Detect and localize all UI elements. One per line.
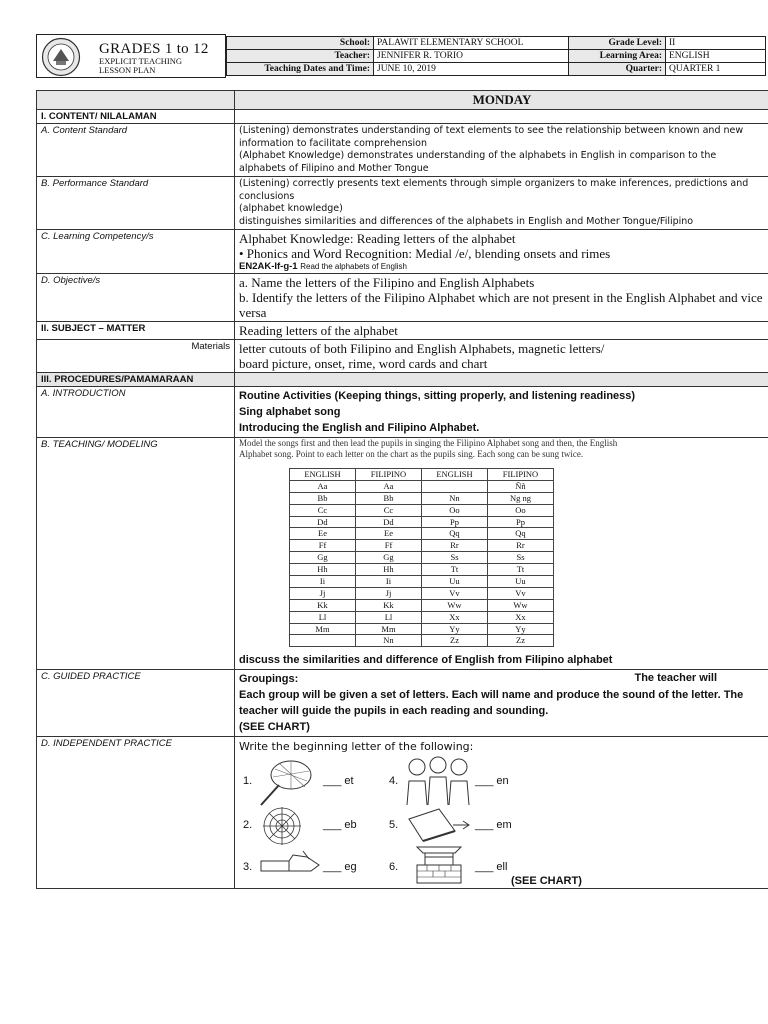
alphabet-cell: Ee (356, 528, 422, 540)
worksheet-item: 4. (389, 775, 399, 788)
alphabet-cell: Mm (356, 623, 422, 635)
teaching-after: discuss the similarities and difference of English from Filipino alphabet (239, 654, 613, 667)
alphabet-row (290, 599, 554, 611)
alphabet-row (290, 587, 554, 599)
alphabet-table-body (290, 480, 554, 646)
alphabet-cell: Zz (422, 635, 488, 647)
alphabet-cell: Nn (422, 492, 488, 504)
alphabet-cell: Ww (488, 599, 554, 611)
alphabet-cell: Ii (356, 576, 422, 588)
alphabet-cell: Tt (422, 564, 488, 576)
procedures-heading: III. PROCEDURES/PAMAMARAAN (37, 373, 235, 387)
materials-label: Materials (37, 340, 235, 373)
alphabet-cell: Vv (422, 587, 488, 599)
alphabet-row (290, 504, 554, 516)
alphabet-cell: Ee (290, 528, 356, 540)
subtitle-lesson-plan: LESSON PLAN (99, 65, 156, 75)
alphabet-row (290, 540, 554, 552)
materials: letter cutouts of both Filipino and English Alphabets, magnetic letters/ board picture, onset, rime, word cards and chart (235, 340, 768, 373)
teacher-value: JENNIFER R. TORIO (374, 50, 569, 63)
alphabet-cell: Ll (290, 611, 356, 623)
guided-label: C. GUIDED PRACTICE (37, 670, 235, 737)
alphabet-cell: Ff (356, 540, 422, 552)
independent-instruction: Write the beginning letter of the following: (239, 740, 474, 754)
alphabet-row (290, 480, 554, 492)
alphabet-cell: Pp (422, 516, 488, 528)
alphabet-row (290, 635, 554, 647)
alphabet-cell: Qq (488, 528, 554, 540)
alphabet-cell: Bb (356, 492, 422, 504)
area-label: Learning Area: (569, 50, 666, 63)
quarter-label: Quarter: (569, 63, 666, 76)
performance-standard: (Listening) correctly presents text elements through simple organizers to make inferences, predictions and conclusions (alphabet knowledge) distinguishes similarities and differences of the alphabets in English and Mother Tongue/Filipino (235, 177, 768, 230)
competency-code: EN2AK-If-g-1 (239, 261, 298, 272)
independent-practice (235, 737, 768, 889)
content-heading: I. CONTENT/ NILALAMAN (37, 110, 235, 124)
worksheet-blank: ___ eb (323, 819, 357, 832)
guided-practice: Groupings: Each group will be given a set of letters. Each will name and produce the sound of the letter. The teacher will guide the pupils in each reading and sounding. (SEE CHART) (235, 670, 768, 737)
grades-title: GRADES 1 to 12 (99, 41, 209, 57)
web-icon (261, 805, 303, 847)
alphabet-cell: Rr (488, 540, 554, 552)
men-icon (403, 755, 473, 807)
alpha-header: FILIPINO (488, 469, 554, 481)
worksheet-blank: ___ et (323, 775, 354, 788)
lesson-plan-table (36, 90, 768, 889)
introduction: Routine Activities (Keeping things, sitting properly, and listening readiness) Sing alphabet song Introducing the English and Filipino Alphabet. (235, 387, 768, 438)
alphabet-cell (422, 480, 488, 492)
alphabet-cell: Hh (356, 564, 422, 576)
alphabet-cell: Oo (422, 504, 488, 516)
worksheet-item: 6. (389, 861, 399, 874)
independent-see-chart: (SEE CHART) (511, 875, 582, 888)
alphabet-cell: Jj (356, 587, 422, 599)
deped-seal-icon (41, 37, 81, 77)
worksheet-item: 1. (243, 775, 253, 788)
objectives: a. Name the letters of the Filipino and English Alphabets b. Identify the letters of the Filipino Alphabet which are not present in the English Alphabet and vice versa (235, 274, 768, 322)
day-header: MONDAY (235, 91, 768, 110)
grade-label: Grade Level: (569, 37, 666, 50)
alphabet-cell: Ng ng (488, 492, 554, 504)
alphabet-table (289, 468, 554, 647)
alphabet-cell: Vv (488, 587, 554, 599)
content-standard: (Listening) demonstrates understanding of text elements to see the relationship between known and new information to facilitate comprehension (Alphabet Knowledge) demonstrates understanding of the alphabets in English in comparison to the alphabets of Filipino and Mother Tongue (235, 124, 768, 177)
alpha-header: ENGLISH (422, 469, 488, 481)
alphabet-cell: Mm (290, 623, 356, 635)
alphabet-cell: Qq (422, 528, 488, 540)
alphabet-cell: Dd (290, 516, 356, 528)
performance-standard-label: B. Performance Standard (37, 177, 235, 230)
alphabet-cell: Uu (488, 576, 554, 588)
alphabet-cell: Nn (356, 635, 422, 647)
worksheet-blank: ___ em (475, 819, 512, 832)
teacher-will-text: The teacher will (634, 672, 717, 684)
alphabet-row (290, 516, 554, 528)
alphabet-cell: Tt (488, 564, 554, 576)
alphabet-cell: Kk (290, 599, 356, 611)
teaching-modeling (235, 438, 768, 684)
alphabet-cell: Ww (422, 599, 488, 611)
well-icon (409, 843, 469, 885)
competency-code-note: Read the alphabets of English (300, 262, 407, 271)
area-value: ENGLISH (666, 50, 766, 63)
alphabet-cell: Xx (422, 611, 488, 623)
content-standard-label: A. Content Standard (37, 124, 235, 177)
intro-label: A. INTRODUCTION (37, 387, 235, 438)
alphabet-row (290, 576, 554, 588)
teaching-label: B. TEACHING/ MODELING (37, 438, 235, 670)
alphabet-cell: Ii (290, 576, 356, 588)
teaching-description: Model the songs first and then lead the pupils in singing the Filipino Alphabet song and then, the English Alphabet song. Point to each letter on the chart as the pupils sing. Each song can be sung twice. (239, 438, 618, 459)
worksheet-item: 3. (243, 861, 253, 874)
alphabet-cell: Kk (356, 599, 422, 611)
alphabet-cell: Gg (290, 552, 356, 564)
school-label: School: (227, 37, 374, 50)
alphabet-row (290, 623, 554, 635)
worksheet-item: 5. (389, 819, 399, 832)
alpha-header: ENGLISH (290, 469, 356, 481)
alphabet-cell: Yy (488, 623, 554, 635)
alphabet-cell: Ff (290, 540, 356, 552)
alphabet-cell: Ss (488, 552, 554, 564)
alphabet-cell: Jj (290, 587, 356, 599)
alphabet-row (290, 611, 554, 623)
alphabet-cell: Aa (290, 480, 356, 492)
alphabet-cell: Uu (422, 576, 488, 588)
alphabet-cell: Dd (356, 516, 422, 528)
independent-label: D. INDEPENDENT PRACTICE (37, 737, 235, 889)
quarter-value: QUARTER 1 (666, 63, 766, 76)
alphabet-cell: Oo (488, 504, 554, 516)
alphabet-cell: Ll (356, 611, 422, 623)
alphabet-row (290, 528, 554, 540)
alphabet-row (290, 564, 554, 576)
competency-label: C. Learning Competency/s (37, 230, 235, 274)
teacher-label: Teacher: (227, 50, 374, 63)
alphabet-cell: Cc (290, 504, 356, 516)
dates-value: JUNE 10, 2019 (374, 63, 569, 76)
alphabet-cell: Gg (356, 552, 422, 564)
alphabet-cell: Yy (422, 623, 488, 635)
worksheet-item: 2. (243, 819, 253, 832)
worksheet-blank: ___ en (475, 775, 509, 788)
subject-heading: II. SUBJECT – MATTER (37, 322, 235, 340)
alphabet-cell: Cc (356, 504, 422, 516)
subtitle-explicit: EXPLICIT TEACHING (99, 56, 183, 66)
grade-value: II (666, 37, 766, 50)
alphabet-cell: Ññ (488, 480, 554, 492)
alpha-header: FILIPINO (356, 469, 422, 481)
alphabet-cell: Rr (422, 540, 488, 552)
alphabet-cell: Bb (290, 492, 356, 504)
alphabet-cell: Zz (488, 635, 554, 647)
competency: Alphabet Knowledge: Reading letters of the alphabet • Phonics and Word Recognition: Medial /e/, blending onsets and rimes EN2AK-If-g-1 Read the alphabets of English (235, 230, 768, 274)
logo-box (36, 34, 226, 78)
alphabet-cell: Xx (488, 611, 554, 623)
alphabet-cell: Aa (356, 480, 422, 492)
alphabet-cell (290, 635, 356, 647)
worksheet-pictures (239, 753, 765, 887)
subject-value: Reading letters of the alphabet (235, 322, 768, 340)
hem-icon (405, 805, 471, 845)
alphabet-row (290, 552, 554, 564)
school-value: PALAWIT ELEMENTARY SCHOOL (374, 37, 569, 50)
leg-icon (259, 849, 323, 879)
alphabet-cell: Pp (488, 516, 554, 528)
objectives-label: D. Objective/s (37, 274, 235, 322)
net-icon (257, 757, 317, 807)
alphabet-cell: Ss (422, 552, 488, 564)
alphabet-row (290, 492, 554, 504)
alphabet-cell: Hh (290, 564, 356, 576)
worksheet-blank: ___ ell (475, 861, 508, 874)
worksheet-blank: ___ eg (323, 861, 357, 874)
dates-label: Teaching Dates and Time: (227, 63, 374, 76)
info-table (226, 36, 766, 76)
